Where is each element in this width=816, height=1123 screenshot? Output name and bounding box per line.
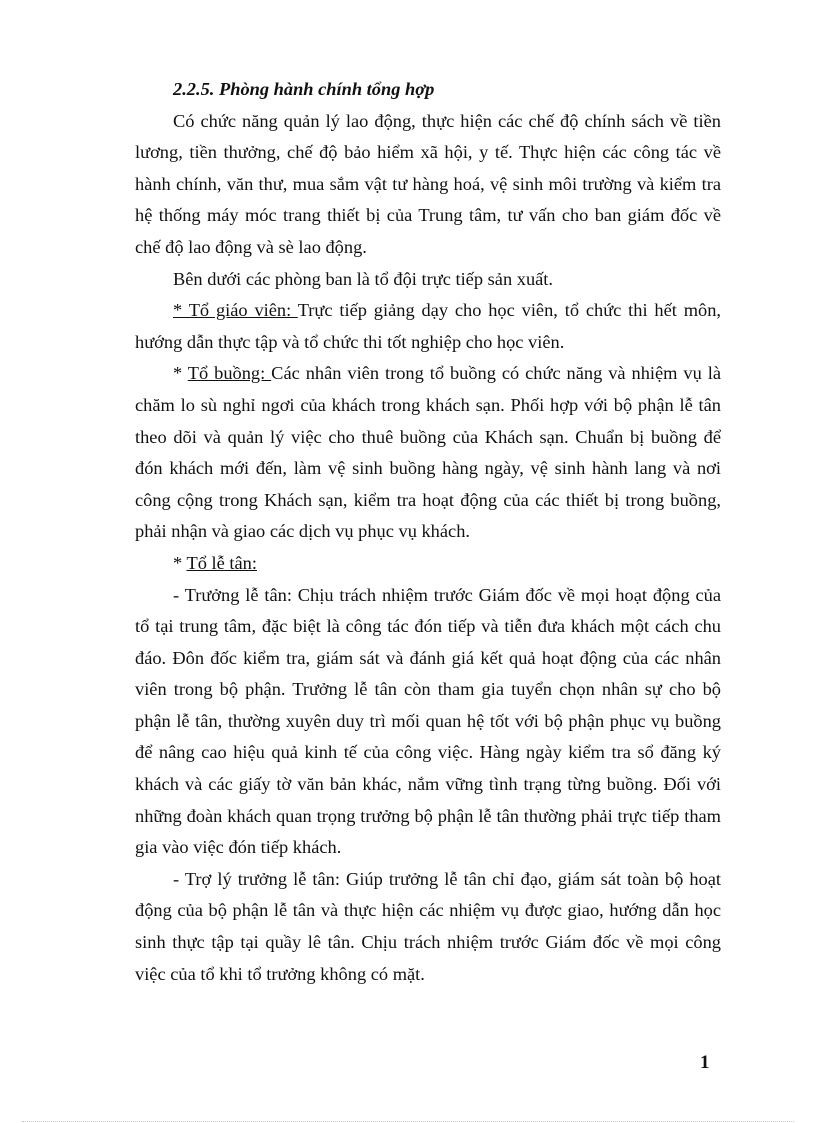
paragraph-rooms: [135, 358, 721, 548]
teachers-text: Trực tiếp giảng dạy cho học viên, tổ chức thi hết môn, hướng dẫn thực tập và tổ chức thi tốt nghiệp cho học viên.: [135, 300, 721, 352]
section-heading: 2.2.5. Phòng hành chính tổng hợp: [173, 79, 435, 99]
paragraph-reception: [135, 548, 721, 580]
page-number: 1: [700, 1052, 710, 1073]
document-body: [135, 74, 721, 990]
paragraph-admin-duties: Có chức năng quản lý lao động, thực hiện các chế độ chính sách về tiền lương, tiền thưởng, chế độ bảo hiểm xã hội, y tế. Thực hiện các công tác về hành chính, văn thư, mua sắm vật tư hàng hoá, vệ sinh môi trường và kiểm tra hệ thống máy móc trang thiết bị của Trung tâm, tư vấn cho ban giám đốc về chế độ lao động và sè lao động.: [135, 110, 721, 257]
paragraph-head-reception: - Trưởng lễ tân: Chịu trách nhiệm trước Giám đốc về mọi hoạt động của tổ tại trung tâm, đặc biệt là công tác đón tiếp và tiễn đưa khách một cách chu đáo. Đôn đốc kiểm tra, giám sát và đánh giá kết quả hoạt động của các nhân viên trong bộ phận. Trưởng lễ tân còn tham gia tuyển chọn nhân sự cho bộ phận lễ tân, thường xuyên duy trì mối quan hệ tốt với bộ phận phục vụ buồng để nâng cao hiệu quả kinh tế của công việc. Hàng ngày kiểm tra sổ đăng ký khách và các giấy tờ văn bản khác, nắm vững tình trạng từng buồng. Đối với những đoàn khách quan trọng trưởng bộ phận lễ tân thường phải trực tiếp tham gia vào việc đón tiếp khách.: [135, 584, 721, 858]
reception-label: Tổ lễ tân:: [186, 552, 257, 573]
paragraph-assistant-reception: - Trợ lý trưởng lễ tân: Giúp trưởng lễ tân chỉ đạo, giám sát toàn bộ hoạt động của bộ phận lễ tân và thực hiện các nhiệm vụ được giao, hướng dẫn học sinh thực tập tại quầy lê tân. Chịu trách nhiệm trước Giám đốc về mọi công việc của tổ khi tổ trưởng không có mặt.: [135, 868, 721, 984]
rooms-bullet: *: [173, 363, 188, 384]
paragraph-production-teams: Bên dưới các phòng ban là tổ đội trực tiếp sản xuất.: [173, 268, 554, 289]
rooms-text: Các nhân viên trong tổ buồng có chức năng và nhiệm vụ là chăm lo sù nghỉ ngơi của khách trong khách sạn. Phối hợp với bộ phận lễ tân theo dõi và quản lý việc cho thuê buồng của Khách sạn. Chuẩn bị buồng để đón khách mới đến, làm vệ sinh buồng hàng ngày, vệ sinh hành lang và nơi công cộng trong Khách sạn, kiểm tra hoạt động của các thiết bị trong buồng, phải nhận và giao các dịch vụ phục vụ khách.: [135, 363, 721, 542]
page-bottom-dotted-rule: [22, 1121, 794, 1122]
rooms-label: Tổ buồng:: [187, 363, 272, 384]
reception-bullet: *: [173, 552, 187, 573]
teachers-label: * Tổ giáo viên:: [173, 300, 298, 321]
paragraph-teachers: [135, 295, 721, 358]
